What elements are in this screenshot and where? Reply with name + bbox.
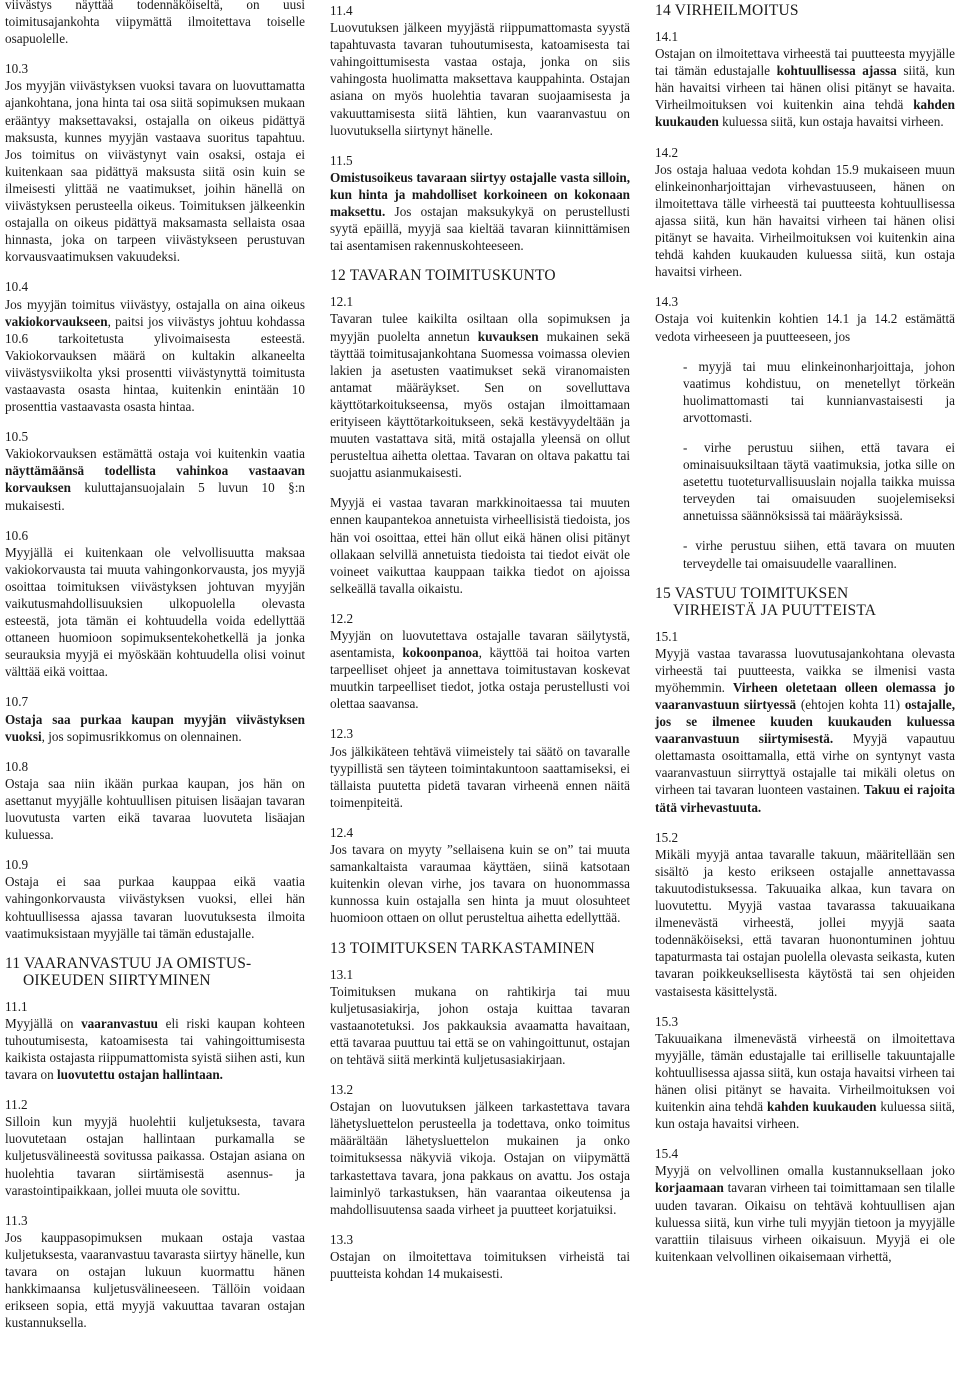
clause-number: 13.3: [330, 1231, 354, 1247]
clauses-11-cont: [330, 2, 630, 254]
clause-text: [330, 1248, 630, 1282]
clause-text: [5, 873, 305, 941]
clause-text-run: Ostajan on luovutuksen jälkeen tarkastettava tavara lähetysluettelon perusteella ja todettava, onko toimitus määrältään lähetysluettelon mukainen ja onko toimituksessa näkyviä vikoja. Ostajan on viipymättä tarkastettava tavara, jona pakkaus on avattu. Jos ostaja laiminlyö tarkastuksen, hän vaarantaa oikeutensa ja mahdollisuutensa saada virheet ja puutteet korjatuiksi.: [330, 1099, 630, 1217]
clause-bold-text: korjaamaan: [655, 1180, 724, 1196]
clause-text-run: , jos sopimusrikkomus on olennainen.: [41, 728, 242, 744]
section-heading-11: [5, 955, 305, 989]
clause-bold-text: kuvauksen: [477, 328, 539, 344]
clause-text-run: Myyjällä ei kuitenkaan ole velvollisuutta maksaa vakiokorvausta tai muuta vahingonkorvausta, jos myyjä osoittaa toimituksen viivästyksen johtuvan myyjän vaikutusmahdollisuuksien ulkopuolella olevasta esteestä, jota tämän ei kohtuudella voida edellyttää ottaneen huomioon sopimuksentekohetkellä ja jonka seurauksia myyjä ei myöskään kohtuudella olisi voinut välttää eikä voittaa.: [5, 544, 305, 680]
clause-text-run: Ostaja voi kuitenkin kohtien 14.1 ja 14.2 estämättä vedota virheeseen ja puutteeseen, jos: [655, 311, 955, 344]
clause-14-3: [655, 293, 955, 344]
clause-text-run: Myyjällä on: [5, 1015, 82, 1031]
clause-15-4: [655, 1145, 955, 1265]
clause-text: [655, 161, 955, 281]
clause-text: [330, 19, 630, 139]
clause-11-5: [330, 152, 630, 255]
clause-text-run: , paitsi jos viivästys johtuu kohdassa 10.6 tarkoitetusta ylivoimaisesta esteestä. Vakiokorvauksen määrä on kultakin alkaneelta viivästysviikolta yksi prosentti viivästynyttä toimitusta vastaavasta osasta hintaa, kuitenkin enintään 10 prosenttia vastaavasta osasta hintaa.: [5, 313, 305, 415]
clause-13-1: [330, 966, 630, 1069]
clause-13-2: [330, 1081, 630, 1218]
column-middle: [330, 2, 630, 1295]
clause-text-run: Mikäli myyjä antaa tavaralle takuun, määritellään sen sisältö ja kesto erikseen ostajalle annettavassa takuutodistuksessa. Takuuaika alkaa, kun tavara on luovutettu. Myyjä vastaa tavarassa takuuaikana ilmenevästä virheestä, jollei myyjä saata todennäköiseksi, että tavaran huonontuminen johtuu tapaturmasta tai ostajan puolella olevasta seikasta, kuten tavaran poikkeuksellisesta käytöstä tai sen ohjeiden vastaisesta käsittelystä.: [655, 846, 955, 999]
clause-12-2: [330, 610, 630, 713]
clause-bold-text: kokoonpanoa: [402, 645, 479, 661]
clause-text: [330, 743, 630, 811]
clause-text-run: Tavaran tulee kaikilta osiltaan olla sopimuksen ja myyjän puolelta annetun: [330, 311, 630, 344]
clauses-14: [655, 28, 955, 345]
clauses-13: [330, 966, 630, 1283]
clause-number: 10.4: [5, 279, 29, 295]
section-heading-15-line2: VIRHEISTÄ JA PUUTTEISTA: [673, 601, 877, 619]
clause-bold-text: kahden kuukauden: [655, 97, 955, 130]
clause-text-run: Jos ostaja haluaa vedota kohdan 15.9 mukaiseen muun elinkeinonharjoittajan virhevastuuseen, hänen on ilmoitettava tälle virheestä tai puutteesta kohtuullisessa ajassa siitä, kun hän havaitsi virheen tai hänen olisi pitänyt se havaita. Virheilmoituksen voi kuitenkin aina tehdä kahden kuukauden kuluessa siitä, kun ostaja havaitsi virheen.: [655, 161, 955, 280]
clause-text: [5, 544, 305, 681]
clause-bold-text: Omistusoikeus tavaraan siirtyy ostajalle vasta silloin, kun hinta ja mahdolliset korkoineen on kokonaan maksettu.: [330, 169, 630, 220]
clause-number: 12.4: [330, 824, 354, 840]
section-heading-15-line1: 15 VASTUU TOIMITUKSEN: [655, 584, 849, 602]
clause-number: 13.2: [330, 1082, 354, 1098]
clause-number: 10.8: [5, 758, 29, 774]
clauses-15: [655, 628, 955, 1265]
clause-text-run: kuluttajansuojalain 5 luvun 10 §:n mukaisesti.: [5, 480, 305, 513]
clause-text-run: Myyjä on velvollinen omalla kustannuksellaan joko: [655, 1163, 955, 1179]
clause-text-run: Takuuaikana ilmenevästä virheestä on ilmoitettava myyjälle, tämän edustajalle tai erilliselle takuuntajalle kohtuullisessa ajassa siitä, kun ostaja havaitsi virheen tai hänen olisi pitänyt se havaita. Virheilmoituksen voi kuitenkin aina tehdä: [655, 1030, 955, 1115]
clauses-10: [5, 60, 305, 941]
clause-number: 15.3: [655, 1013, 679, 1029]
clause-15-3: [655, 1013, 955, 1133]
clause-text-run: Toimituksen mukana on rahtikirja tai muu kuljetusasiakirja, johon ostaja kuittaa tavaran vastaanotetuksi. Jos pakkauksia avaamatta havaitaan, että tavaraa puuttuu tai että se on vahingoittunut, ostajan on tehtävä siitä merkintä kuljetusasiakirjaan.: [330, 983, 630, 1067]
list-item: - myyjä tai muu elinkeinonharjoittaja, johon vaatimus kohdistuu, on menetellyt törkeän huolimattomasti tai kunnianvastaisesti ja arvottomasti.: [683, 358, 955, 425]
clause-text-run: Jos jälkikäteen tehtävä viimeistely tai säätö on tavaralle tyypillistä sen täyteen toimintakuntoon saattamiseksi, ei tällaista puutetta pidetä tavaran virheenä ennen näitä toimenpiteitä.: [330, 743, 630, 810]
clause-11-2: [5, 1096, 305, 1199]
clause-15-1: [655, 628, 955, 816]
clause-13-3: [330, 1231, 630, 1282]
clause-number: 11.5: [330, 152, 353, 168]
clause-number: 10.7: [5, 694, 29, 710]
column-left: [5, 0, 305, 1344]
clause-text: [330, 841, 630, 926]
clause-number: 15.1: [655, 628, 679, 644]
clause-text-run: , käyttöä tai hoitoa varten tarpeelliset ohjeet ja annettava toimitustavan koskevat muutkin tarpeelliset tiedot, jotka ostaja perustellusti voi olettaa saavansa.: [330, 645, 630, 712]
clause-12-4: [330, 824, 630, 927]
clause-text: [5, 1113, 305, 1198]
clause-number: 12.1: [330, 294, 354, 310]
clause-number: 11.2: [5, 1097, 28, 1113]
clause-number: 11.4: [330, 3, 353, 18]
clause-bold-text: kahden kuukauden: [767, 1099, 877, 1115]
clause-10-4: [5, 278, 305, 415]
clause-number: 13.1: [330, 966, 354, 982]
clause-number: 14.3: [655, 294, 679, 310]
intro-paragraph: viivästys näyttää todennäköiseltä, on uusi toimitusajankohta viipymättä ilmoitettava toiselle osapuolelle.: [5, 0, 305, 47]
clauses-12b: [330, 610, 630, 927]
clause-number: 10.3: [5, 61, 29, 77]
column-right: [655, 2, 955, 1278]
section-heading-11-line2: OIKEUDEN SIIRTYMINEN: [23, 971, 211, 989]
clause-text-run: Jos myyjän toimitus viivästyy, ostajalla on aina oikeus: [5, 296, 305, 312]
clause-number: 10.6: [5, 527, 29, 543]
clause-text: [5, 775, 305, 843]
clause-text-run: kuluessa siitä, kun ostaja havaitsi virheen.: [655, 1099, 955, 1132]
clause-number: 14.2: [655, 144, 679, 160]
clause-number: 12.3: [330, 726, 354, 742]
clauses-12: [330, 293, 630, 481]
clause-text-run: Myyjä vastaa tavarassa luovutusajankohtana olevasta virheestä tai puutteesta, vaikka se ilmenisi vasta myöhemmin.: [655, 645, 955, 695]
clause-bold-text: Ostaja saa purkaa kaupan myyjän viivästyksen vuoksi: [5, 711, 305, 744]
clause-text: [330, 310, 630, 481]
clause-bold-text: Takuu ei rajoita tätä virhevastuuta.: [655, 782, 955, 815]
bullet-list-14-3: [655, 358, 955, 572]
clause-text: [5, 296, 305, 416]
clause-12-1: [330, 293, 630, 481]
clause-text: [5, 77, 305, 265]
clause-text: [5, 445, 305, 513]
clause-text-run: Jos tavara on myyty ”sellaisena kuin se on” tai muuta samankaltaista varaumaa käyttäen, siinä katsotaan kuitenkin olevan virhe, jos tavara on huonommassa kunnossa kuin ostajalla sen hinta ja muut olosuhteet huomioon ottaen on ollut perusteltua aihetta edellyttää.: [330, 842, 630, 926]
clause-text: [655, 45, 955, 130]
clause-text-run: tavaran virheen tai toimittamaan sen tilalle uuden tavaran. Oikaisu on tehtävä kohtuullisen ajan kuluessa siitä, kun virhe tuli myyjän tietoon ja myyjälle varattiin tilaisuus virheen oikaisuun. Myyjä ei ole kuitenkaan velvollinen oikaisemaan virhettä,: [655, 1180, 955, 1264]
clause-bold-text: luovutettu ostajan hallintaan.: [57, 1067, 223, 1083]
clause-10-3: [5, 60, 305, 265]
clause-bold-text: Virheen oletetaan olleen olemassa jo vaaranvastuun siirtyessä: [655, 679, 955, 712]
clause-bold-text: näyttämäänsä todellista vahinkoa vastaavan korvauksen: [5, 463, 305, 496]
clause-text-run: siitä, kun hän havaitsi virheen tai hänen olisi pitänyt se havaita. Virheilmoituksen voi kuitenkin aina tehdä: [655, 63, 955, 113]
clause-text-run: Jos kauppasopimuksen mukaan ostaja vastaa kuljetuksesta, vaaranvastuu tavarasta siirtyy hänelle, kun tavara on ostajan lukuun kuormattu hänen hankkimaansa kuljetusvälineeseen. Tällöin voidaan erikseen sopia, että myyjä vakuuttaa tavaran ostajan kustannuksella.: [5, 1229, 305, 1331]
clause-text-run: (ehtojen kohta 11): [796, 697, 905, 712]
clause-10-6: [5, 527, 305, 681]
section-heading-15: [655, 585, 955, 619]
clause-10-8: [5, 758, 305, 843]
clause-11-4: [330, 2, 630, 139]
clause-text: [330, 1098, 630, 1218]
clause-text: [5, 711, 305, 745]
clause-text-run: Myyjän on luovutettava ostajalle tavaran säilytystä, asentamista,: [330, 628, 630, 661]
clause-text-run: mukainen sekä täyttää toimitusajankohtana Suomessa voimassa olevien lakien ja asetusten vaatimukset sekä viranomaisten antamat määräykset. Sen on sovelluttava käyttötarkoitukseensa, myös ostajan ilmoittamaan erityiseen käyttötarkoitukseen, sekä kestävyydeltään ja muuten vastattava sitä, mitä ostajalla yleensä on ollut perusteltua aihetta olettaa. Tavaran on oltava pakattu tai suojattu asianmukaisesti.: [330, 328, 630, 481]
clause-number: 15.4: [655, 1146, 679, 1162]
clause-text-run: eli riski kaupan kohteen tuhoutumisesta, katoamisesta tai vahingoittumisesta kaikista ostajasta riippumattomista syistä siihen asti, kun tavara on: [5, 1015, 305, 1083]
clause-text-run: Luovutuksen jälkeen myyjästä riippumattomasta syystä tapahtuvasta tavaran tuhoutumisesta, katoamisesta tai vahingoittumisesta vastaa ostaja, jonka on siis vahingosta huolimatta maksettava kauppahinta. Ostajan asiana on myös huolehtia tavaran suojaamisesta ja vakuuttamisesta siitä lähtien, kun vaaranvastuu on luovutuksella siirtynyt hänelle.: [330, 20, 630, 138]
clause-text-run: Ostaja ei saa purkaa kauppaa eikä vaatia vahingonkorvausta viivästyksen vuoksi, ellei hän kohtuullisessa ajassa tavaran luovutuksesta ilmoita vaatimuksistaan myyjälle tai tämän edustajalle.: [5, 874, 305, 941]
clause-text: [5, 1015, 305, 1083]
section-heading-11-line1: 11 VAARANVASTUU JA OMISTUS-: [5, 954, 252, 972]
clause-text-run: Myyjä vapautuu olettamasta osoittamalla, että virhe on syntynyt vasta vaaranvastuun siirryttyä ostajalle tai mikäli oletus on virheen tai tavaran luonteen vastainen.: [655, 731, 955, 798]
section-heading-13: 13 TOIMITUKSEN TARKASTAMINEN: [330, 939, 595, 957]
clause-text: [330, 169, 630, 254]
clause-text: [330, 627, 630, 712]
clause-text: [655, 310, 955, 344]
clause-10-7: [5, 693, 305, 744]
clause-bold-text: ostajalle, jos se ilmenee kuuden kuukauden kuluessa vaaranvastuun siirtymisestä.: [655, 697, 955, 747]
clause-14-2: [655, 144, 955, 281]
clause-bold-text: vakiokorvaukseen: [5, 313, 108, 329]
clause-number: 11.3: [5, 1212, 28, 1228]
clause-text: [655, 645, 955, 816]
clause-text-run: Vakiokorvauksen estämättä ostaja voi kuitenkin vaatia: [5, 446, 305, 462]
clause-14-1: [655, 28, 955, 131]
clause-11-3: [5, 1212, 305, 1332]
list-item: - virhe perustuu siihen, että tavara on muuten terveydelle tai omaisuudelle vaarallinen.: [683, 538, 955, 571]
clause-text: [330, 983, 630, 1068]
clause-text-run: kuluessa siitä, kun ostaja havaitsi virheen.: [718, 114, 944, 130]
clause-number: 15.2: [655, 829, 679, 845]
clause-15-2: [655, 829, 955, 1000]
clause-text: [655, 846, 955, 1000]
clause-text-run: Jos myyjän viivästyksen vuoksi tavara on luovuttamatta ajankohtana, jona hinta tai osa siitä sopimuksen mukaan erääntyy maksettavaksi, ostajalla on oikeus pidättyä maksusta, kunnes myyjän vastaava suoritus tapahtuu. Jos toimitus on viivästynyt vain osaksi, ostaja ei kuitenkaan saa pidättyä maksusta siitä osin kuin se ilmeisesti ylittää ne vaatimukset, joihin hänellä on viivästyksen perusteella oikeus. Toimituksen jälkeenkin ostajalla on oikeus pidättyä maksamasta sellaista osaa hinnasta, joka on tarpeen viivästykseen perustuvan korvausvaatimuksen vakuudeksi.: [5, 78, 305, 265]
clause-number: 11.1: [5, 998, 28, 1014]
clause-number: 14.1: [655, 29, 679, 44]
section-heading-14: 14 VIRHEILMOITUS: [655, 2, 799, 19]
clause-10-9: [5, 856, 305, 941]
clause-12-3: [330, 725, 630, 810]
clause-number: 10.9: [5, 857, 29, 873]
paragraph-12-1-b: Myyjä ei vastaa tavaran markkinoitaessa tai muuten ennen kaupantekoa annetuista virheellisistä tiedoista, jos hän voi osoittaa, ettei hän ollut eikä hänen olisi pitänyt ollakaan selvillä annetuista tiedoista tai tiedot eivät ole voineet vaikuttaa kauppaan taikka tiedot on ajoissa selkeällä tavalla oikaistu.: [330, 495, 630, 596]
clause-text-run: Ostajan on ilmoitettava toimituksen virheistä tai puutteista kohdan 14 mukaisesti.: [330, 1248, 630, 1281]
clause-11-1: [5, 998, 305, 1083]
clause-bold-text: vaaranvastuu: [81, 1015, 159, 1031]
clause-text: [655, 1162, 955, 1265]
clause-text-run: Jos ostajan maksukykyä on perustellusti syytä epäillä, myyjä saa kieltää tavaran kiinnittämisen tai asentamisen rakennuskohteeseen.: [330, 204, 630, 254]
clause-text-run: Ostaja saa niin ikään purkaa kaupan, jos hän on asettanut myyjälle kohtuullisen pituisen lisäajan tavaran luovutusta varten eikä tavaraa luovuteta lisäajan kuluessa.: [5, 775, 305, 843]
clause-bold-text: kohtuullisessa ajassa: [776, 63, 897, 79]
list-item: - virhe perustuu siihen, että tavara ei ominaisuuksiltaan täytä vaatimuksia, jotka sille on asetettu tuoteturvallisuuslain nojalla taikka muissa terveyden tai omaisuuden suojelemiseksi annetuissa säännöksissä tai määräyksissä.: [683, 439, 955, 524]
section-heading-12: 12 TAVARAN TOIMITUSKUNTO: [330, 267, 556, 285]
clause-number: 12.2: [330, 610, 354, 626]
clause-text: [655, 1030, 955, 1133]
clause-10-5: [5, 428, 305, 513]
clause-text-run: Silloin kun myyjä huolehtii kuljetuksesta, tavara luovutetaan ostajan hallintaan purkamalla se kuljetusvälineestä sovitussa paikassa. Ostajan asiana on huolehtia tavaran siirtämisestä asennus- ja varastointipaikkaan, jollei muuta ole sovittu.: [5, 1114, 305, 1198]
clause-number: 10.5: [5, 429, 29, 445]
clauses-11: [5, 998, 305, 1332]
clause-text: [5, 1229, 305, 1332]
clause-text-run: Ostajan on ilmoitettava virheestä tai puutteesta myyjälle tai tämän edustajalle: [655, 46, 955, 79]
